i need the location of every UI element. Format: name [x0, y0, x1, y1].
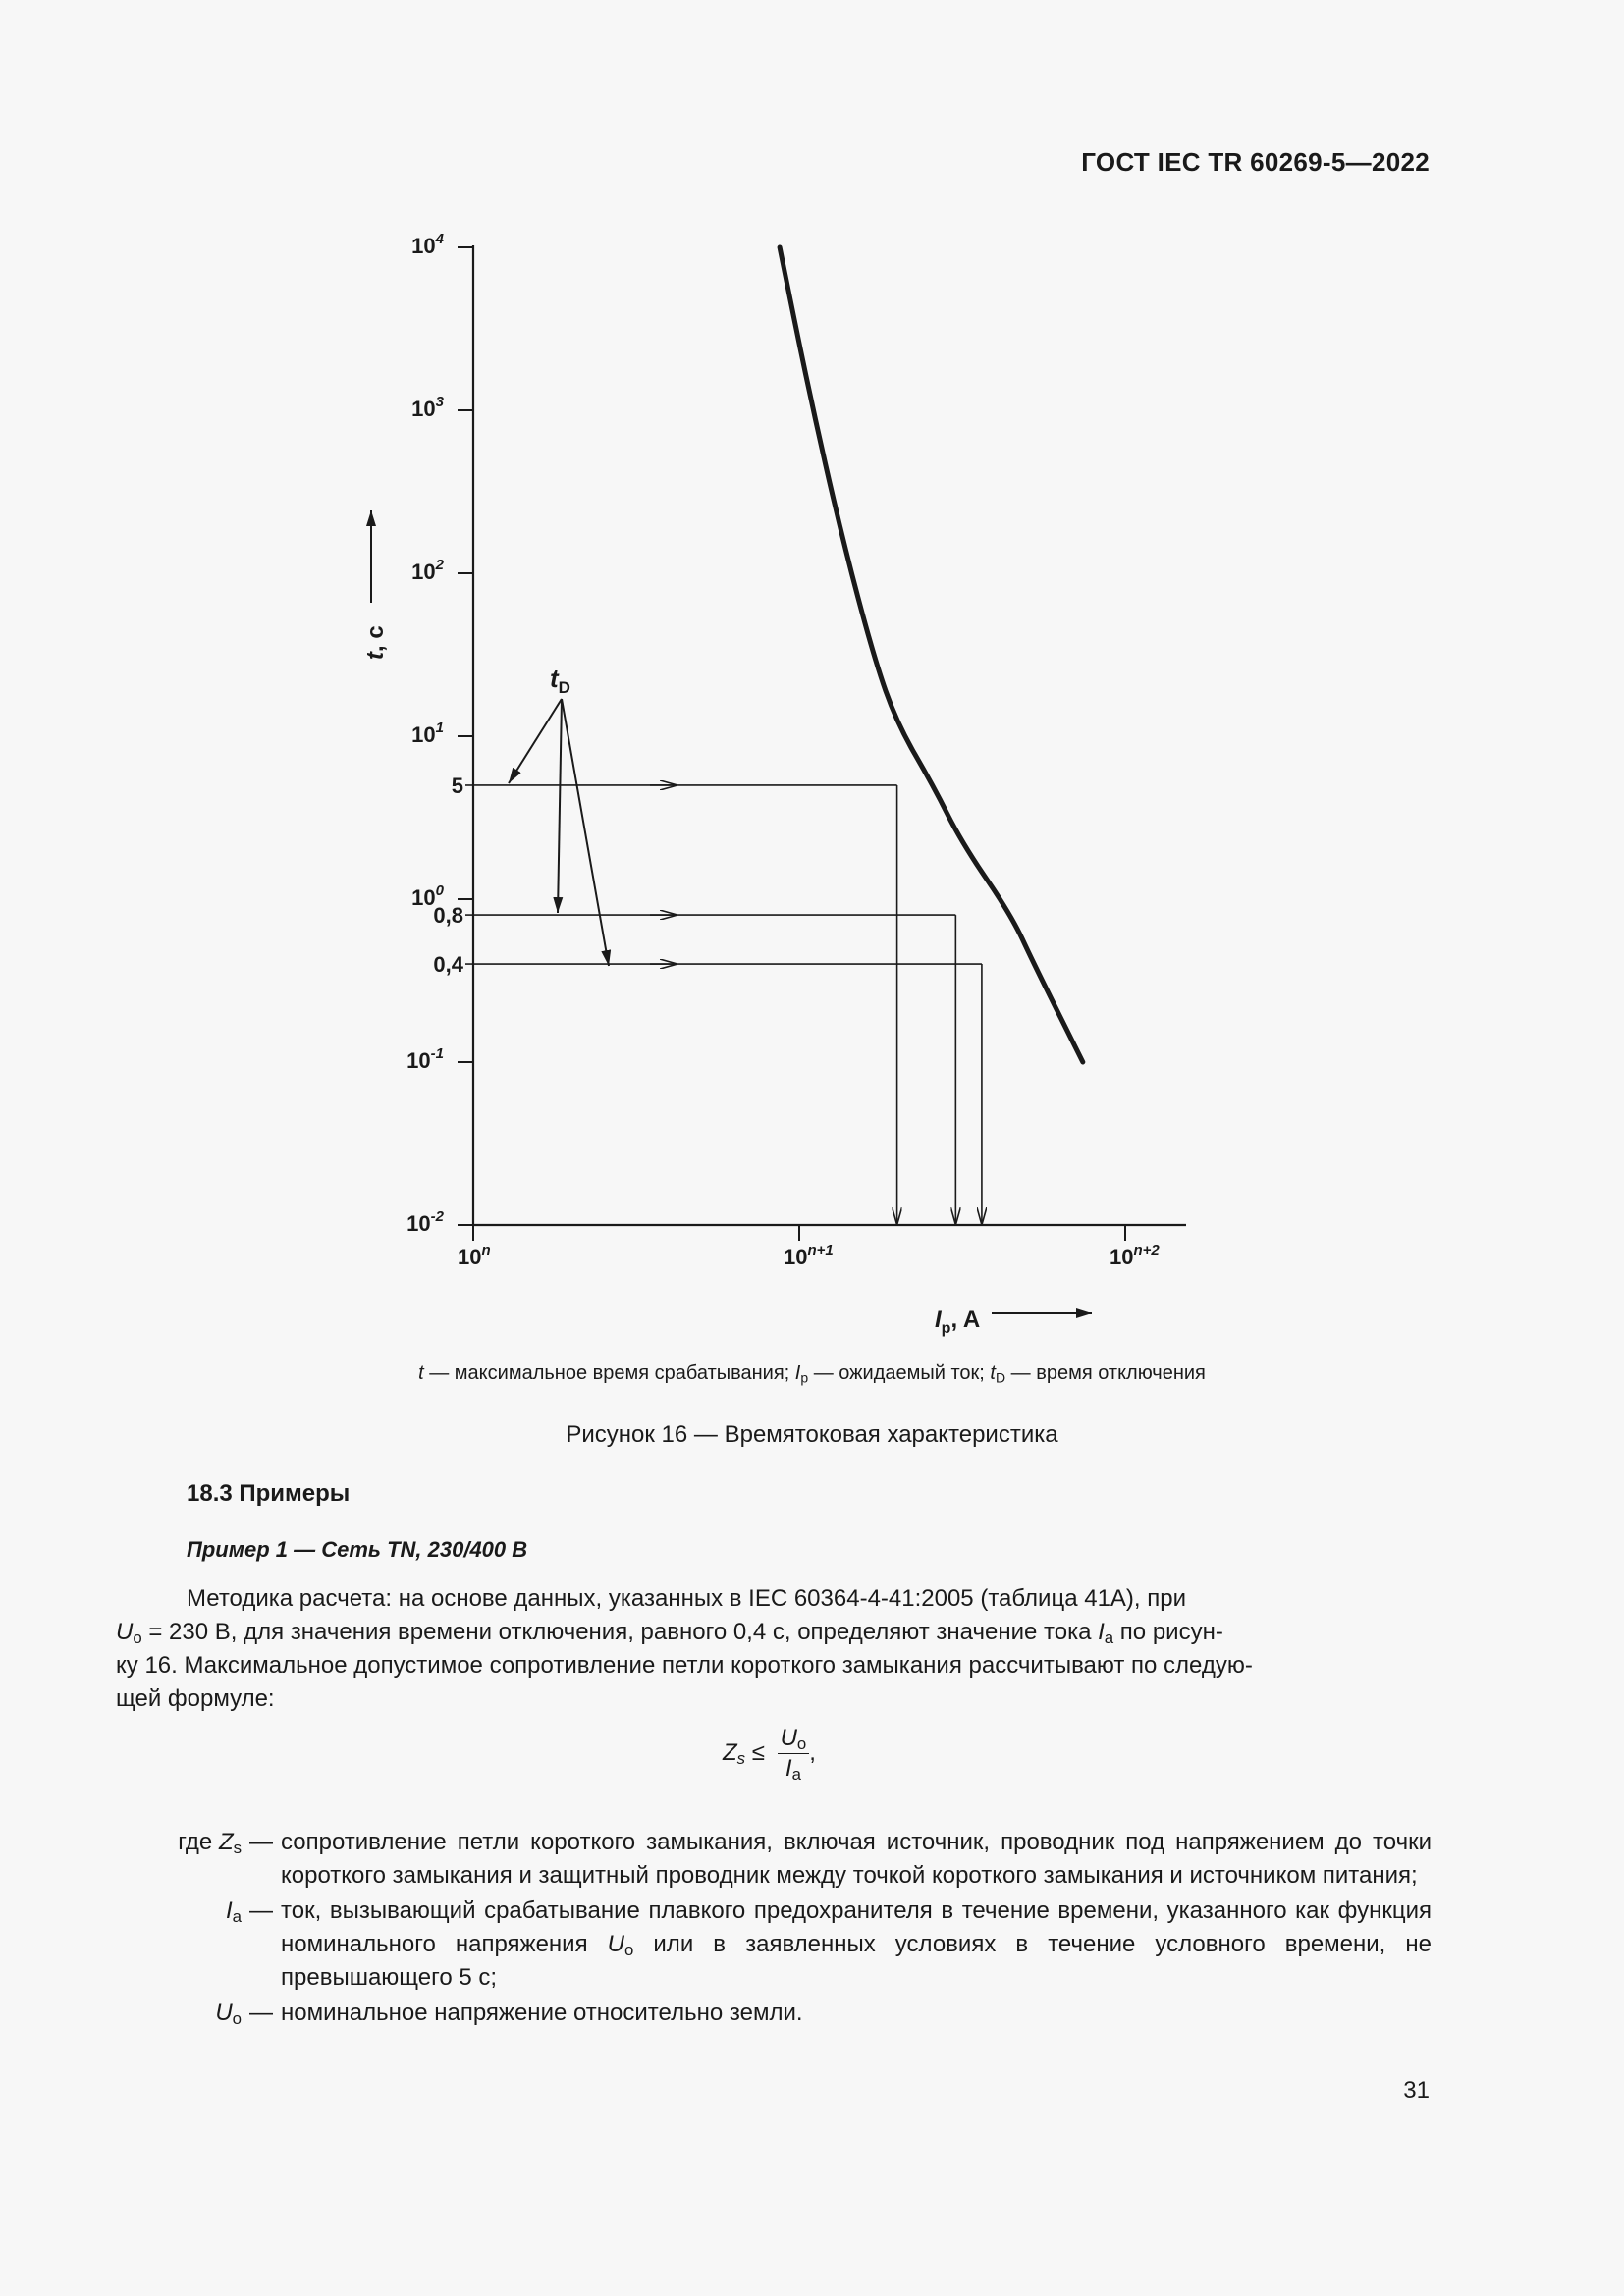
x-axis-label: $I_p$, A [935, 1307, 981, 1337]
figure-caption: Рисунок 16 — Времятоковая характеристика [566, 1421, 1058, 1448]
characteristic-curve [780, 247, 1083, 1062]
y-axis-label: t, с [362, 625, 389, 660]
legend-i-sub: p [800, 1369, 809, 1386]
td-annotation [509, 664, 609, 966]
method-paragraph [116, 1582, 1432, 1716]
legend-i-var: I [794, 1362, 801, 1384]
td-arrow [562, 699, 609, 966]
td-label: $t_D$ [550, 664, 570, 697]
y-tick-label: $10^1$ [411, 720, 444, 747]
example-title: Пример 1 — Сеть TN, 230/400 В [187, 1537, 528, 1562]
section-heading: 18.3 Примеры [187, 1480, 351, 1507]
para-line-3: ку 16. Максимальное допустимое сопротивление петли короткого замыкания рассчитывают по следую- [116, 1652, 1253, 1679]
y-extra-tick-label: 5 [451, 773, 463, 798]
figure-legend [0, 1362, 1624, 1385]
y-tick-label: $10^4$ [411, 231, 444, 258]
formula-lhs: Z [723, 1738, 737, 1766]
td-arrow [509, 699, 562, 783]
y-tick-label: $10^0$ [411, 882, 444, 910]
y-ticks [406, 231, 473, 1236]
breakpoint-guides [473, 785, 982, 1225]
characteristic-line [780, 247, 1083, 1062]
legend-td-var: t [990, 1362, 996, 1384]
para-line-1: Методика расчета: на основе данных, указанных в IEC 60364-4-41:2005 (таблица 41А), при [187, 1585, 1187, 1612]
chart-axes [473, 245, 1186, 1225]
legend-td-text: — время отключения [1005, 1362, 1206, 1384]
definition-ia: $I_a$ — ток, вызывающий срабатывание плавкого предохранителя в течение времени, указанного как функция номинального напряжения $U_o$ или в заявленных условиях в течение условного времени, не превышающего 5 с; [225, 1897, 1433, 1991]
document-header: ГОСТ IEC TR 60269-5—2022 [1081, 147, 1430, 177]
definition-uo: $U_o$ — номинальное напряжение относительно земли. [215, 2000, 803, 2029]
legend-t-text: — максимальное время срабатывания; [423, 1362, 795, 1384]
x-tick-label: 10$^n$ [458, 1242, 491, 1269]
legend-t-var: t [418, 1362, 424, 1384]
formula-fraction: $\frac{U_o}{I_a}$ [778, 1724, 810, 1784]
legend-i-text: — ожидаемый ток; [808, 1362, 991, 1384]
y-tick-label: $10^2$ [411, 557, 444, 584]
y-tick-label: $10^3$ [411, 394, 444, 421]
page-number: 31 [1403, 2077, 1430, 2104]
y-extra-tick-label: 0,4 [433, 952, 463, 978]
x-tick-label: $10^{n+1}$ [784, 1242, 834, 1269]
y-tick-label: $10^{-1}$ [406, 1045, 444, 1073]
x-ticks [458, 1225, 1160, 1269]
para-line-2: $U_o = 230$ В, для значения времени отключения, равного 0,4 с, определяют значение тока $I_a$ по рисун- [116, 1619, 1223, 1648]
x-tick-label: $10^{n+2}$ [1110, 1242, 1160, 1269]
para-line-4: щей формуле: [116, 1685, 275, 1712]
y-tick-label: $10^{-2}$ [406, 1208, 444, 1236]
td-arrow [558, 699, 562, 913]
definitions-list [116, 1826, 1432, 2032]
formula: $Z_s$ ≤ $\frac{U_o}{I_a}$ , [723, 1725, 816, 1785]
legend-td-sub: D [995, 1369, 1006, 1386]
y-extra-tick-label: 0,8 [433, 903, 463, 929]
definition-zs: где $Z_s$ — сопротивление петли короткого замыкания, включая источник, проводник под напряжением до точки короткого замыкания и защитный проводник между точкой короткого замыкания и источником питания; [178, 1829, 1432, 1889]
